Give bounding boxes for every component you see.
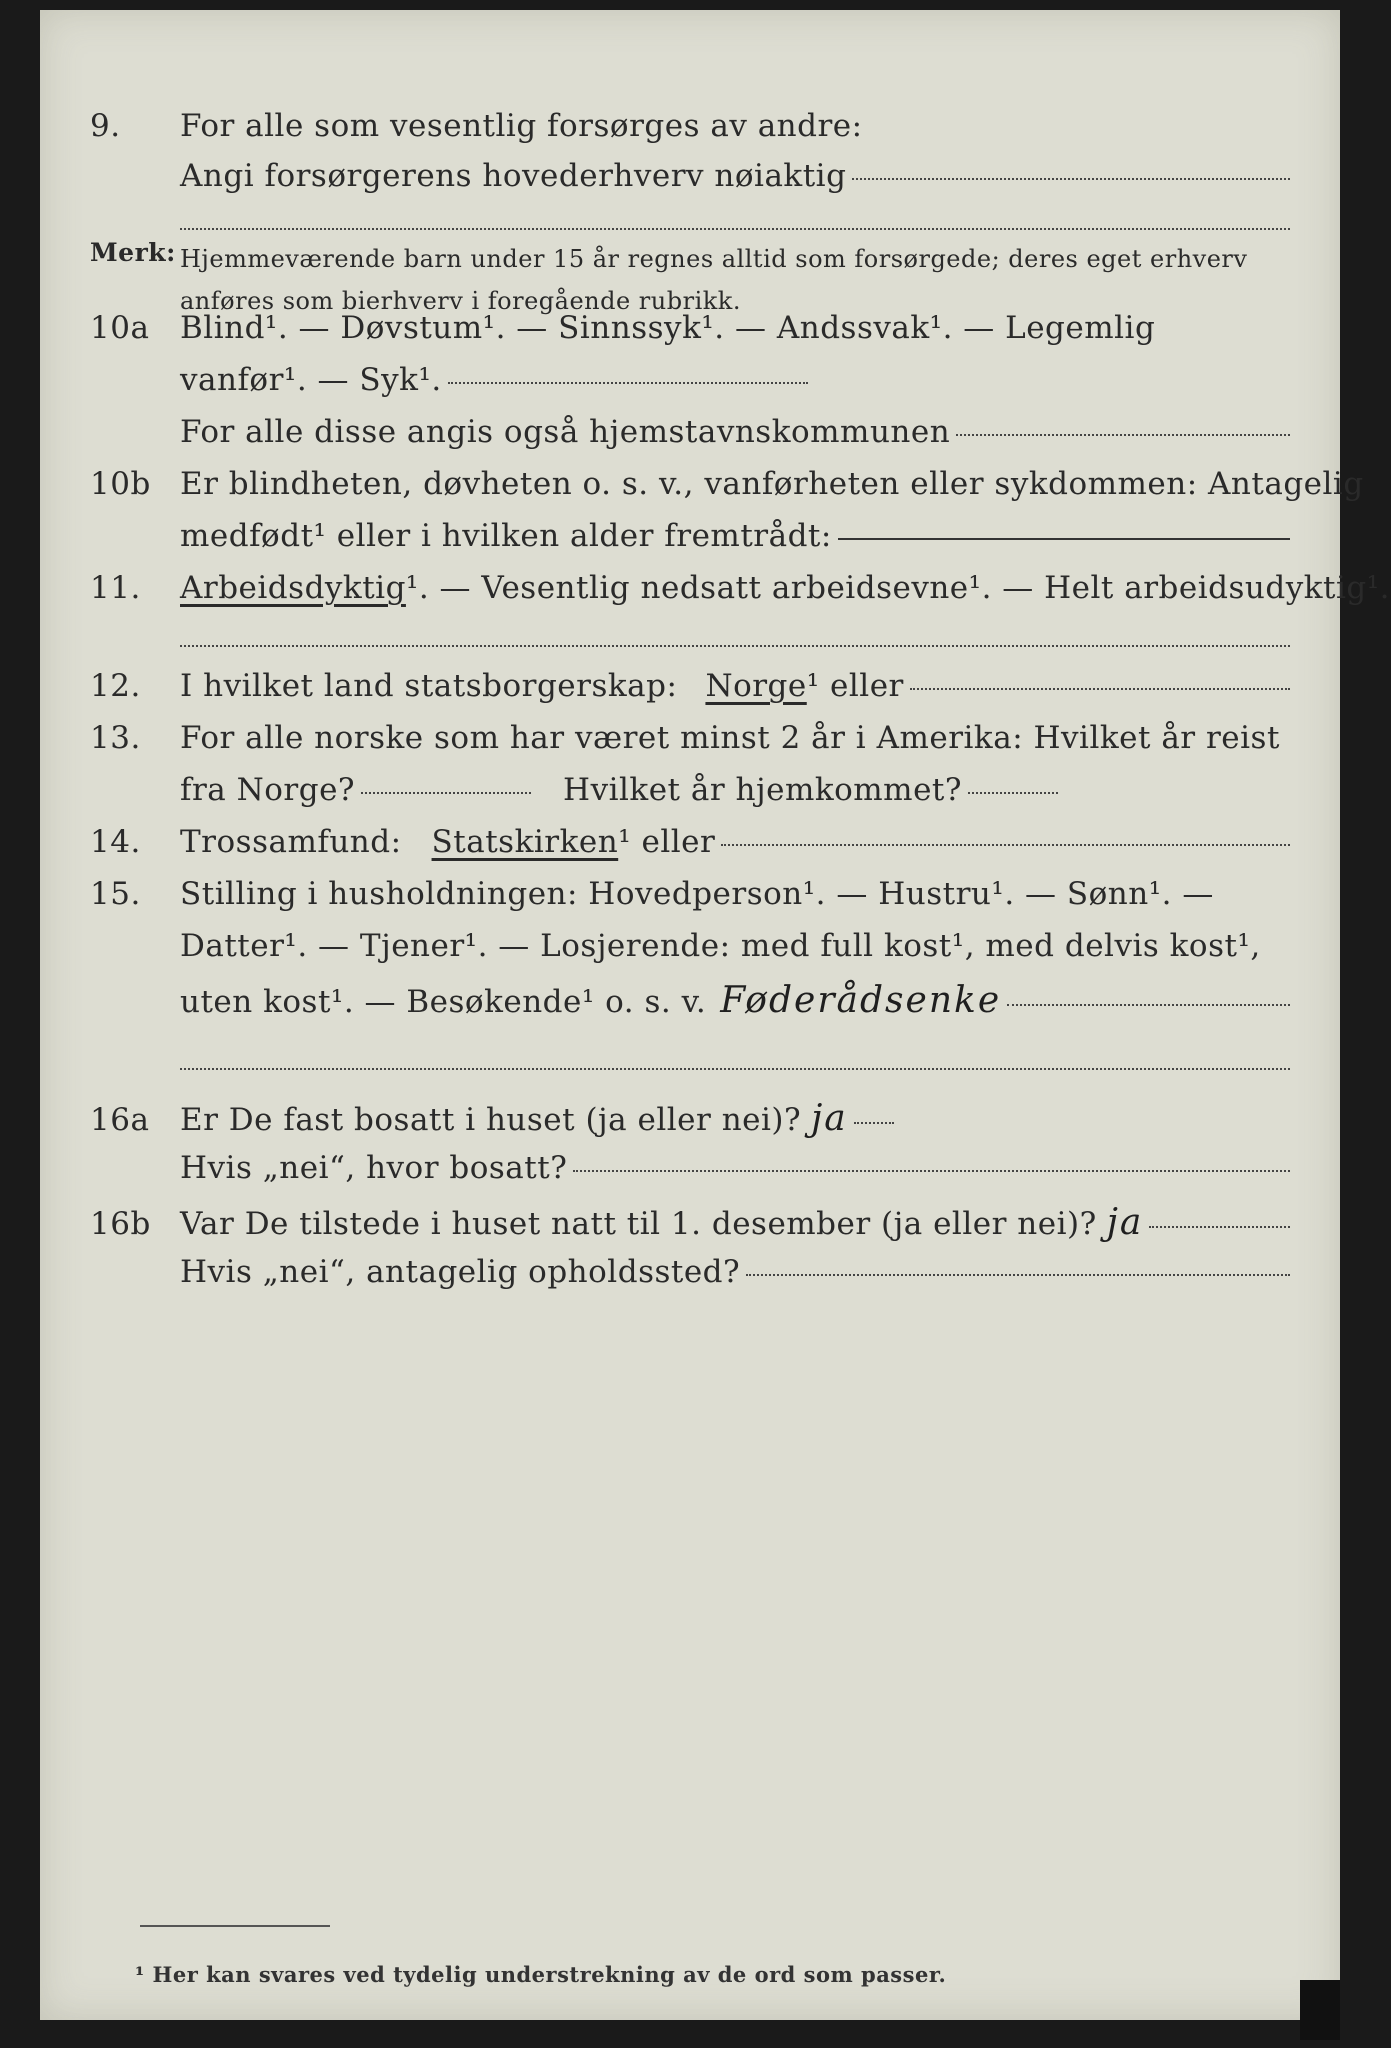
question-10b-line1 (90, 466, 1364, 502)
question-16a-line1 (90, 1098, 1290, 1139)
handwritten-answer-resident[interactable]: ja (811, 1098, 848, 1139)
question-9-line1 (90, 108, 1290, 144)
question-number: 10a (90, 310, 150, 346)
answer-field-citizenship[interactable] (910, 688, 1290, 690)
question-14 (90, 824, 1290, 860)
question-number: 11. (90, 570, 141, 606)
question-text: Angi forsørgerens hovederhverv nøiaktig (180, 158, 847, 194)
question-number: 12. (90, 668, 141, 704)
question-text: vanfør¹. — Syk¹. (180, 362, 442, 398)
question-11 (90, 570, 1391, 606)
question-text: Stilling i husholdningen: Hovedperson¹. — Hustru¹. — Sønn¹. — (180, 876, 1214, 912)
question-text: I hvilket land statsborgerskap: (180, 668, 678, 704)
question-13-line1 (90, 720, 1290, 756)
question-12 (90, 668, 1290, 704)
question-15-line1 (90, 876, 1290, 912)
answer-field-blank-line[interactable] (180, 645, 1290, 647)
question-number: 10b (90, 466, 151, 502)
handwritten-answer-position[interactable]: Føderådsenke (720, 980, 1002, 1021)
question-text: ¹. — Vesentlig nedsatt arbeidsevne¹. — Helt arbeidsudyktig¹. (405, 570, 1391, 606)
question-text: ¹ eller (806, 668, 904, 704)
question-10a-line3 (90, 414, 1290, 450)
answer-field-blank-line[interactable] (180, 1068, 1290, 1070)
question-15-line3 (90, 980, 1290, 1021)
question-text: For alle disse angis også hjemstavnskommunen (180, 414, 951, 450)
question-9-line2 (90, 158, 1290, 194)
answer-field-resident[interactable] (854, 1122, 894, 1124)
question-number: 13. (90, 720, 141, 756)
note-text: Hjemmeværende barn under 15 år regnes alltid som forsørgede; deres eget erhverv anføres som bierhverv i foregående rubrikk. (180, 245, 1248, 315)
question-text: Hvis „nei“, antagelig opholdssted? (180, 1254, 741, 1290)
answer-field-present[interactable] (1149, 1226, 1290, 1228)
question-text: Er blindheten, døvheten o. s. v., vanførheten eller sykdommen: Antagelig (180, 466, 1364, 502)
answer-field-onset-age[interactable] (838, 538, 1290, 540)
question-number: 15. (90, 876, 141, 912)
question-15-line2 (90, 928, 1290, 964)
question-number: 16b (90, 1206, 151, 1242)
answer-field-illness[interactable] (448, 382, 808, 384)
answer-field-year-left[interactable] (361, 792, 531, 794)
question-10a-line2 (90, 362, 1290, 398)
question-16a-line2 (90, 1150, 1290, 1186)
note-label: Merk: (90, 238, 176, 267)
option-arbeidsdyktig-underlined[interactable]: Arbeidsdyktig (180, 570, 406, 606)
question-text: Datter¹. — Tjener¹. — Losjerende: med full kost¹, med delvis kost¹, (180, 928, 1261, 964)
question-text: For alle som vesentlig forsørges av andre: (180, 108, 863, 144)
option-norge-underlined[interactable]: Norge (705, 668, 807, 704)
question-text: Var De tilstede i huset natt til 1. desember (ja eller nei)? (180, 1206, 1097, 1242)
answer-field-year-returned[interactable] (968, 792, 1058, 794)
question-number: 16a (90, 1102, 150, 1138)
answer-field-household-position[interactable] (1007, 1004, 1290, 1006)
question-number: 9. (90, 108, 121, 144)
question-text: uten kost¹. — Besøkende¹ o. s. v. (180, 984, 707, 1020)
answer-field-blank-line[interactable] (180, 228, 1290, 230)
footnote: ¹ Her kan svares ved tydelig understrekning av de ord som passer. (135, 1962, 947, 1987)
handwritten-answer-present[interactable]: ja (1106, 1202, 1144, 1243)
question-text: For alle norske som har været minst 2 år i Amerika: Hvilket år reist (180, 720, 1280, 756)
answer-field-whereabouts[interactable] (746, 1274, 1290, 1276)
answer-field-occupation[interactable] (852, 178, 1290, 180)
question-16b-line1 (90, 1202, 1290, 1243)
question-10a-line1 (90, 310, 1290, 346)
census-form-page (40, 10, 1391, 2020)
question-text: ¹ eller (618, 824, 716, 860)
question-text: Blind¹. — Døvstum¹. — Sinnssyk¹. — Andssvak¹. — Legemlig (180, 310, 1156, 346)
question-text: Hvilket år hjemkommet? (563, 772, 963, 808)
question-text: medfødt¹ eller i hvilken alder fremtrådt: (180, 518, 832, 554)
answer-field-home-municipality[interactable] (956, 434, 1290, 436)
question-text: Er De fast bosatt i huset (ja eller nei)? (180, 1102, 802, 1138)
option-statskirken-underlined[interactable]: Statskirken (431, 824, 619, 860)
question-number: 14. (90, 824, 141, 860)
question-16b-line2 (90, 1254, 1290, 1290)
question-13-line2 (90, 772, 1290, 808)
footnote-divider (140, 1925, 330, 1927)
question-10b-line2 (90, 518, 1290, 554)
page-corner-shadow (1300, 1980, 1340, 2040)
question-text: Trossamfund: (180, 824, 402, 860)
answer-field-religion[interactable] (721, 844, 1290, 846)
question-text: Hvis „nei“, hvor bosatt? (180, 1150, 568, 1186)
answer-field-residence[interactable] (573, 1170, 1290, 1172)
question-text: fra Norge? (180, 772, 356, 808)
